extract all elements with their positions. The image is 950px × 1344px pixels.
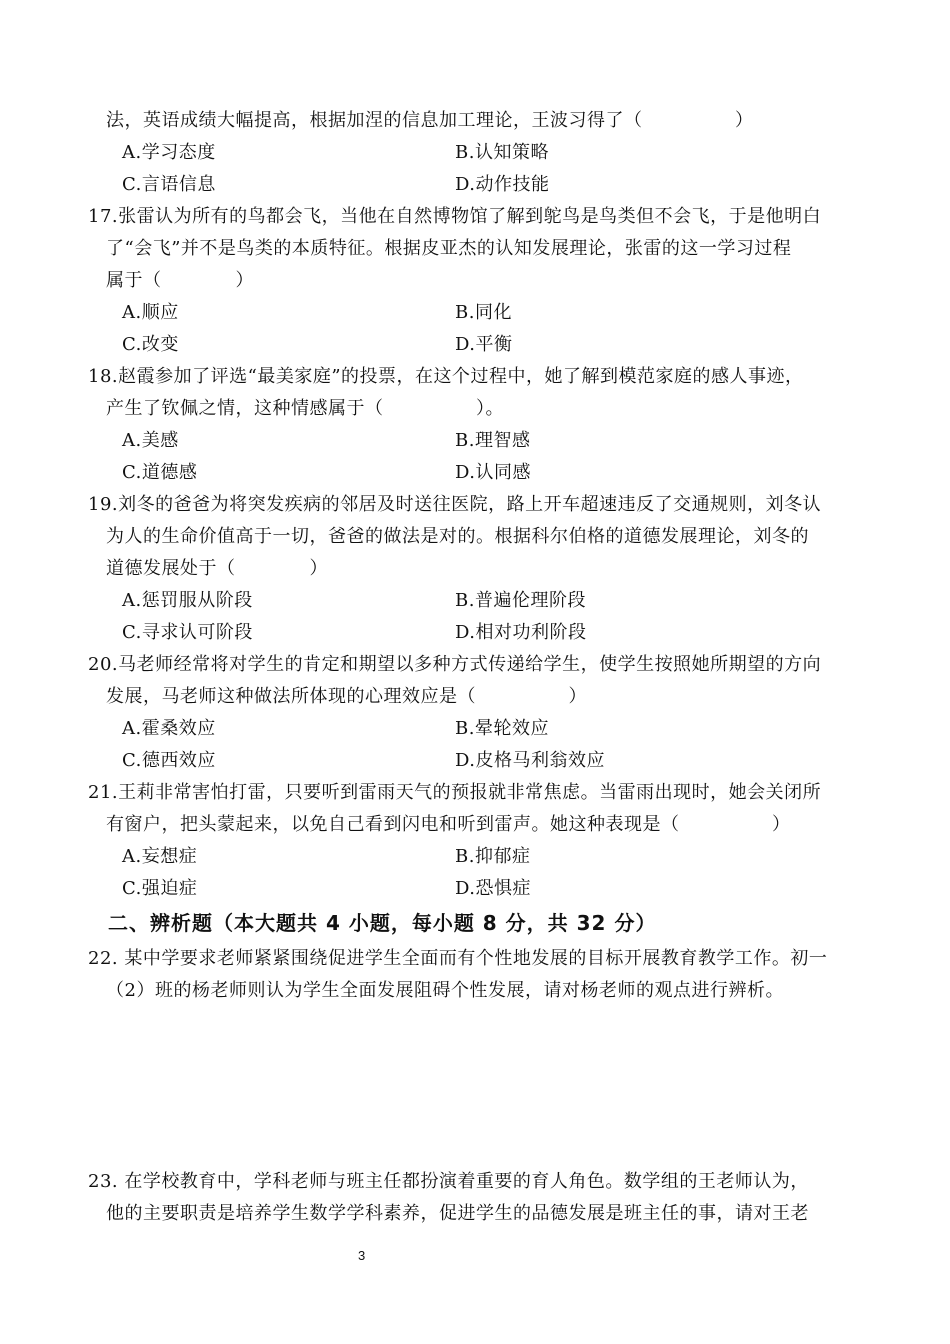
q16-option-d: D.动作技能 xyxy=(455,174,550,195)
q21-option-b: B.抑郁症 xyxy=(455,846,531,867)
q17-option-a: A.顺应 xyxy=(122,302,179,323)
q17-option-c: C.改变 xyxy=(122,334,179,355)
q17-stem-line-2: 了“会飞”并不是鸟类的本质特征。根据皮亚杰的认知发展理论，张雷的这一学习过程 xyxy=(106,238,792,259)
q17-stem-line-1: 17.张雷认为所有的鸟都会飞，当他在自然博物馆了解到鸵鸟是鸟类但不会飞，于是他明白 xyxy=(88,206,822,227)
q16-option-b: B.认知策略 xyxy=(455,142,549,163)
q23-stem-line-1: 23. 在学校教育中，学科老师与班主任都扮演着重要的育人角色。数学组的王老师认为， xyxy=(88,1171,809,1192)
q18-option-d: D.认同感 xyxy=(455,462,532,483)
page-number: 3 xyxy=(358,1248,366,1263)
q18-option-c: C.道德感 xyxy=(122,462,198,483)
q19-stem-line-1: 19.刘冬的爸爸为将突发疾病的邻居及时送往医院，路上开车超速违反了交通规则，刘冬认 xyxy=(88,494,822,515)
q18-stem-line-2: 产生了钦佩之情，这种情感属于（ ）。 xyxy=(106,398,504,419)
q20-option-c: C.德西效应 xyxy=(122,750,216,771)
q17-option-d: D.平衡 xyxy=(455,334,513,355)
q20-option-d: D.皮格马利翁效应 xyxy=(455,750,606,771)
q21-option-d: D.恐惧症 xyxy=(455,878,532,899)
q17-option-b: B.同化 xyxy=(455,302,512,323)
q22-stem-line-1: 22. 某中学要求老师紧紧围绕促进学生全面而有个性地发展的目标开展教育教学工作。初一 xyxy=(88,948,828,969)
q18-option-b: B.理智感 xyxy=(455,430,531,451)
q23-stem-line-2: 他的主要职责是培养学生数学学科素养，促进学生的品德发展是班主任的事，请对王老 xyxy=(106,1203,809,1224)
q18-option-a: A.美感 xyxy=(122,430,179,451)
q20-stem-line-2: 发展，马老师这种做法所体现的心理效应是（ ） xyxy=(106,686,587,707)
q20-option-a: A.霍桑效应 xyxy=(122,718,216,739)
q19-stem-line-2: 为人的生命价值高于一切，爸爸的做法是对的。根据科尔伯格的道德发展理论，刘冬的 xyxy=(106,526,809,547)
q17-stem-line-3: 属于（ ） xyxy=(106,270,254,291)
q19-option-d: D.相对功利阶段 xyxy=(455,622,587,643)
q20-option-b: B.晕轮效应 xyxy=(455,718,549,739)
q16-stem-tail: 法，英语成绩大幅提高，根据加涅的信息加工理论，王波习得了（ ） xyxy=(106,110,754,131)
section-2-heading: 二、辨析题（本大题共 4 小题，每小题 8 分，共 32 分） xyxy=(108,911,657,935)
q19-stem-line-3: 道德发展处于（ ） xyxy=(106,558,328,579)
q19-option-c: C.寻求认可阶段 xyxy=(122,622,253,643)
q20-stem-line-1: 20.马老师经常将对学生的肯定和期望以多种方式传递给学生，使学生按照她所期望的方向 xyxy=(88,654,822,675)
q21-stem-line-1: 21.王莉非常害怕打雷，只要听到雷雨天气的预报就非常焦虑。当雷雨出现时，她会关闭所 xyxy=(88,782,822,803)
q19-option-b: B.普遍伦理阶段 xyxy=(455,590,586,611)
q21-stem-line-2: 有窗户，把头蒙起来，以免自己看到闪电和听到雷声。她这种表现是（ ） xyxy=(106,814,791,835)
q16-option-c: C.言语信息 xyxy=(122,174,216,195)
q21-option-c: C.强迫症 xyxy=(122,878,198,899)
q21-option-a: A.妄想症 xyxy=(122,846,198,867)
q19-option-a: A.惩罚服从阶段 xyxy=(122,590,253,611)
q18-stem-line-1: 18.赵霞参加了评选“最美家庭”的投票，在这个过程中，她了解到模范家庭的感人事迹， xyxy=(88,366,804,387)
q16-option-a: A.学习态度 xyxy=(122,142,216,163)
q22-stem-line-2: （2）班的杨老师则认为学生全面发展阻碍个性发展，请对杨老师的观点进行辨析。 xyxy=(106,980,784,1001)
